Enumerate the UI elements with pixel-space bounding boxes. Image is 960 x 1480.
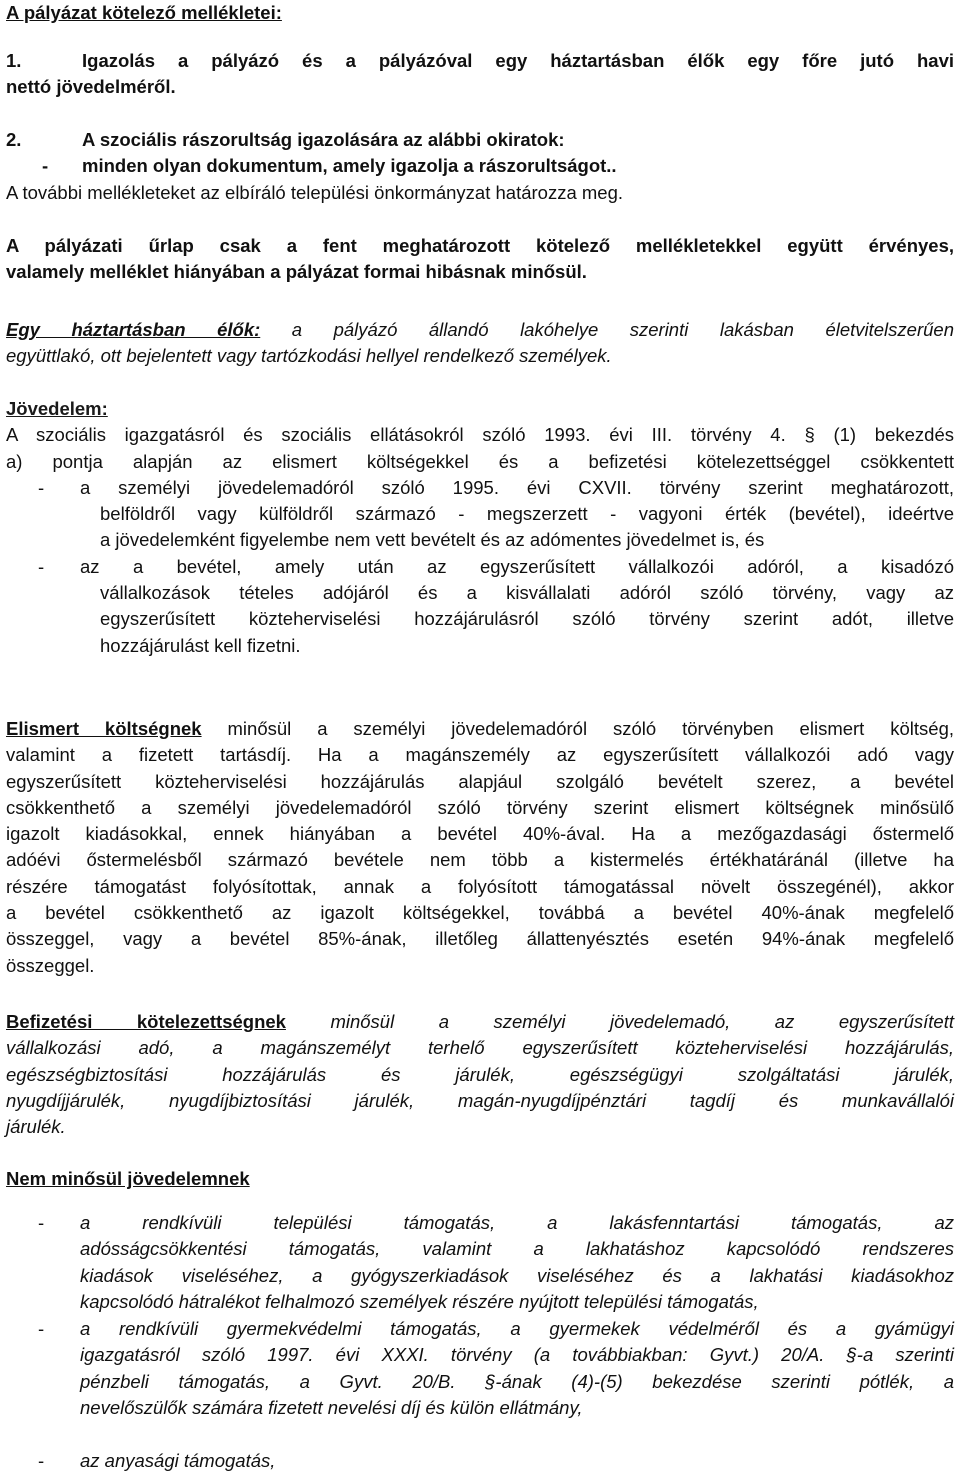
dash-bullet: - [38, 555, 45, 577]
obligation-term: Befizetési kötelezettségnek [6, 1011, 286, 1032]
not-income-line: pénzbeli támogatás, a Gyvt. 20/B. §-ának (4)-(5) bekezdése szerinti pótlék, a [80, 1370, 954, 1392]
dash-bullet: - [38, 1450, 45, 1471]
not-income-item-1 [6, 1210, 954, 1315]
not-income-line: az anyasági támogatás, [80, 1450, 276, 1471]
attachments-heading-text: A pályázat kötelező mellékletei: [6, 2, 282, 23]
dash-bullet: - [38, 1212, 45, 1233]
attachments-heading [6, 0, 954, 26]
income-sub1-line: belföldről vagy külföldről származó - megszerzett - vagyoni érték (bevétel), ideértve [100, 503, 954, 525]
item-number: 1. [6, 50, 22, 71]
validity-note [6, 233, 954, 286]
cost-line: csökkenthető a személyi jövedelemadóról szóló törvény szerint elismert költségnek minősülő [6, 796, 954, 818]
not-income-item-3 [6, 1448, 954, 1474]
income-heading: Jövedelem: [6, 398, 108, 419]
not-income-line: igazgatásról szóló 1997. évi XXXI. törvény (a továbbiakban: Gyvt.) 20/A. §-a szerinti [80, 1344, 954, 1366]
income-sub2-line: hozzájárulást kell fizetni. [100, 634, 301, 656]
not-income-line: adósságcsökkentési támogatás, valamint a lakhatáshoz kapcsolódó rendszeres [80, 1238, 954, 1260]
not-income-section [6, 1166, 954, 1192]
income-sub2-line: az a bevétel, amely után az egyszerűsített vállalkozói adóról, a kisadózó [80, 555, 954, 577]
income-section [6, 396, 954, 659]
household-line-1: a pályázó állandó lakóhelye szerinti lakásban életvitelszerűen [260, 319, 954, 340]
household-line-2: együttlakó, ott bejelentett vagy tartózkodási hellyel rendelkező személyek. [6, 345, 612, 367]
attachment-item-1 [6, 48, 954, 101]
cost-line: összeggel. [6, 954, 95, 976]
cost-line: igazolt kiadásokkal, ennek hiányában a bevétel 40%-ával. Ha a mezőgazdasági őstermelő [6, 823, 954, 845]
income-line-1: A szociális igazgatásról és szociális ellátásokról szóló 1993. évi III. törvény 4. § (1) bekezdés [6, 424, 954, 446]
dash-bullet: - [42, 155, 49, 177]
obligation-line: járulék. [6, 1116, 66, 1138]
household-term: Egy háztartásban élők: [6, 319, 261, 340]
cost-term: Elismert költségnek [6, 718, 202, 739]
cost-line: a bevétel csökkenthető az igazolt költségekkel, továbbá a bevétel 40%-ának megfelelő [6, 902, 954, 924]
not-income-line: kapcsolódó hátralékot felhalmozó személyek részére nyújtott települési támogatás, [80, 1290, 759, 1312]
attachment-item-2 [6, 127, 954, 206]
recognised-cost-section [6, 716, 954, 979]
item-1-line-1: Igazolás a pályázó és a pályázóval egy háztartásban élők egy főre jutó havi [82, 50, 954, 71]
validity-line-2: valamely melléklet hiányában a pályázat formai hibásnak minősül. [6, 261, 587, 283]
validity-line-1: A pályázati űrlap csak a fent meghatározott kötelező mellékletekkel együtt érvényes, [6, 235, 954, 256]
not-income-line: a rendkívüli gyermekvédelmi támogatás, a gyermekek védelméről és a gyámügyi [80, 1318, 954, 1339]
item-2-note: A további mellékleteket az elbíráló települési önkormányzat határozza meg. [6, 181, 624, 203]
dash-bullet: - [38, 1318, 45, 1339]
income-sub2-line: egyszerűsített közteherviselési hozzájárulásról szóló törvény szerint adót, illetve [100, 608, 954, 630]
cost-line: egyszerűsített közteherviselési hozzájárulás alapjául szolgáló bevételt szerez, a bevétel [6, 770, 954, 792]
item-number: 2. [6, 129, 22, 150]
item-1-line-2: nettó jövedelméről. [6, 76, 176, 98]
household-definition [6, 317, 954, 370]
income-sub1-line: a jövedelemként figyelembe nem vett bevételt és az adómentes jövedelmet is, és [100, 529, 765, 551]
not-income-line: a rendkívüli települési támogatás, a lakásfenntartási támogatás, az [80, 1212, 954, 1233]
income-sub1-line: a személyi jövedelemadóról szóló 1995. évi CXVII. törvény szerint meghatározott, [80, 476, 954, 498]
not-income-line: kiadások viseléséhez, a gyógyszerkiadások viseléséhez és a lakhatási kiadásokhoz [80, 1264, 954, 1286]
not-income-item-2 [6, 1316, 954, 1421]
obligation-line-1: minősül a személyi jövedelemadó, az egyszerűsített [285, 1011, 954, 1032]
obligation-line: vállalkozási adó, a magánszemélyt terhelő egyszerűsített közteherviselési hozzájárulás, [6, 1037, 954, 1059]
income-line-2: a) pontja alapján az elismert költségekkel és a befizetési kötelezettséggel csökkentett [6, 450, 954, 472]
obligation-line: nyugdíjjárulék, nyugdíjbiztosítási járulék, magán-nyugdíjpénztári tagdíj és munkavállalói [6, 1089, 954, 1111]
item-2-sub: minden olyan dokumentum, amely igazolja a rászorultságot.. [82, 155, 617, 177]
item-2-title: A szociális rászorultság igazolására az alábbi okiratok: [82, 129, 565, 150]
obligation-line: egészségbiztosítási hozzájárulás és járulék, egészségügyi szolgáltatási járulék, [6, 1063, 954, 1085]
cost-line: részére támogatást folyósítottak, annak a folyósított támogatással növelt összegénél), akkor [6, 875, 954, 897]
cost-line: adóévi őstermelésből származó bevétele nem több a kistermelés értékhatáránál (illetve ha [6, 849, 954, 871]
dash-bullet: - [38, 476, 45, 498]
not-income-line: nevelőszülők számára fizetett nevelési díj és külön ellátmány, [80, 1396, 583, 1418]
not-income-heading: Nem minősül jövedelemnek [6, 1168, 250, 1189]
payment-obligation-section [6, 1009, 954, 1140]
cost-line-1: minősül a személyi jövedelemadóról szóló törvényben elismert költség, [201, 718, 955, 739]
income-sub2-line: vállalkozások tételes adójáról és a kisvállalati adóról szóló törvény, vagy az [100, 582, 954, 604]
cost-line: összeggel, vagy a bevétel 85%-ának, illetőleg állattenyésztés esetén 94%-ának megfelelő [6, 928, 954, 950]
cost-line: valamint a fizetett tartásdíj. Ha a magánszemély az egyszerűsített vállalkozói adó vagy [6, 744, 954, 766]
